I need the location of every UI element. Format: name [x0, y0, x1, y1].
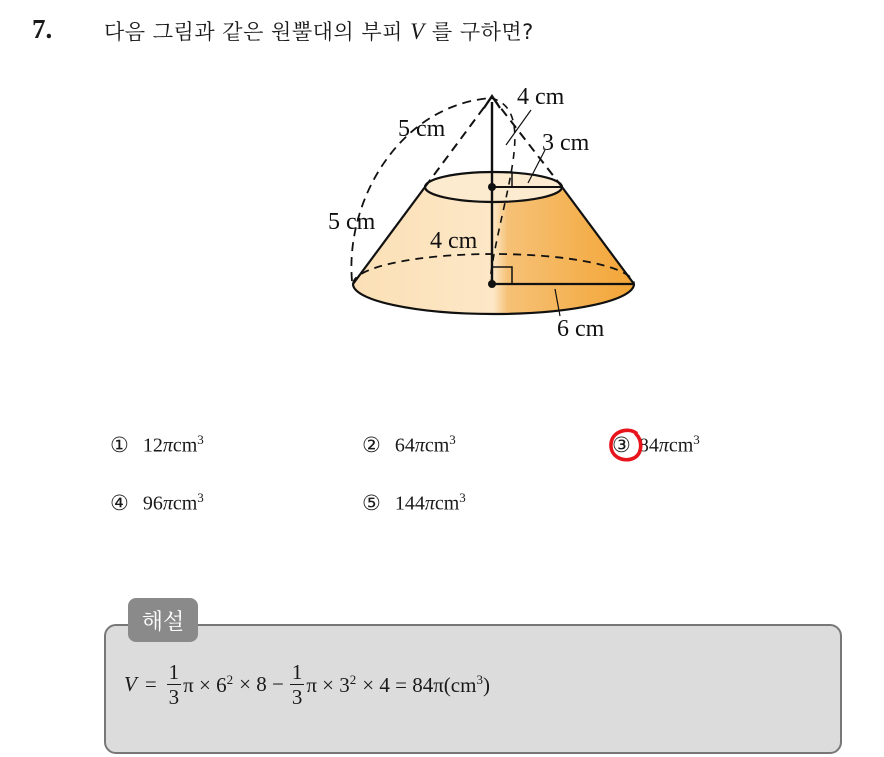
solution-tag: 해설	[128, 598, 198, 642]
label-frustum-height: 4 cm	[430, 228, 478, 254]
label-top-height: 4 cm	[517, 84, 565, 110]
choice-1[interactable]	[110, 432, 204, 458]
choice-2-value: 64πcm$^3$	[394, 432, 456, 457]
choice-4-number: ④	[110, 490, 129, 515]
formula-equals: =	[144, 672, 157, 696]
question-text	[104, 16, 534, 46]
choice-3-number: ③	[612, 432, 631, 457]
choice-1-number: ①	[110, 432, 129, 457]
frustum-figure	[300, 80, 660, 350]
question-text-after: 를 구하면?	[431, 20, 534, 44]
volume-variable: V	[410, 19, 425, 44]
formula-part2: $\pi \times 3^2$	[306, 671, 357, 697]
formula-part1: $\pi \times 6^2$	[183, 671, 234, 697]
choice-5-number: ⑤	[362, 490, 381, 515]
choice-2-number: ②	[362, 432, 381, 457]
formula-lhs: V	[124, 672, 137, 696]
frustum-body	[353, 187, 634, 314]
choice-4[interactable]	[110, 490, 204, 516]
formula-part2-tail: × $4 = 84\pi(cm^3)$	[362, 671, 490, 697]
solution-formula	[124, 660, 490, 709]
formula-part1-tail: × 8 −	[239, 672, 284, 696]
choice-3-value: 84πcm$^3$	[638, 432, 700, 457]
top-center-dot	[488, 183, 496, 191]
selected-answer-circle	[606, 425, 646, 465]
choice-4-value: 96πcm$^3$	[142, 490, 204, 515]
choice-5[interactable]	[362, 490, 466, 516]
fraction-one-third-a: $\frac{1}{3}$	[168, 660, 180, 709]
label-frustum-slant: 5 cm	[328, 209, 376, 235]
choice-1-value: 12πcm$^3$	[142, 432, 204, 457]
label-pointer-4cm-top	[506, 110, 531, 145]
question-text-before: 다음 그림과 같은 원뿔대의 부피	[104, 20, 403, 44]
question-number: 7.	[32, 14, 53, 44]
label-top-radius: 3 cm	[542, 130, 590, 156]
bottom-center-dot	[488, 280, 496, 288]
choice-5-value: 144πcm$^3$	[394, 490, 466, 515]
choice-2[interactable]	[362, 432, 456, 458]
label-bottom-radius: 6 cm	[557, 316, 605, 342]
fraction-one-third-b: $\frac{1}{3}$	[291, 660, 303, 709]
label-top-slant: 5 cm	[398, 116, 446, 142]
